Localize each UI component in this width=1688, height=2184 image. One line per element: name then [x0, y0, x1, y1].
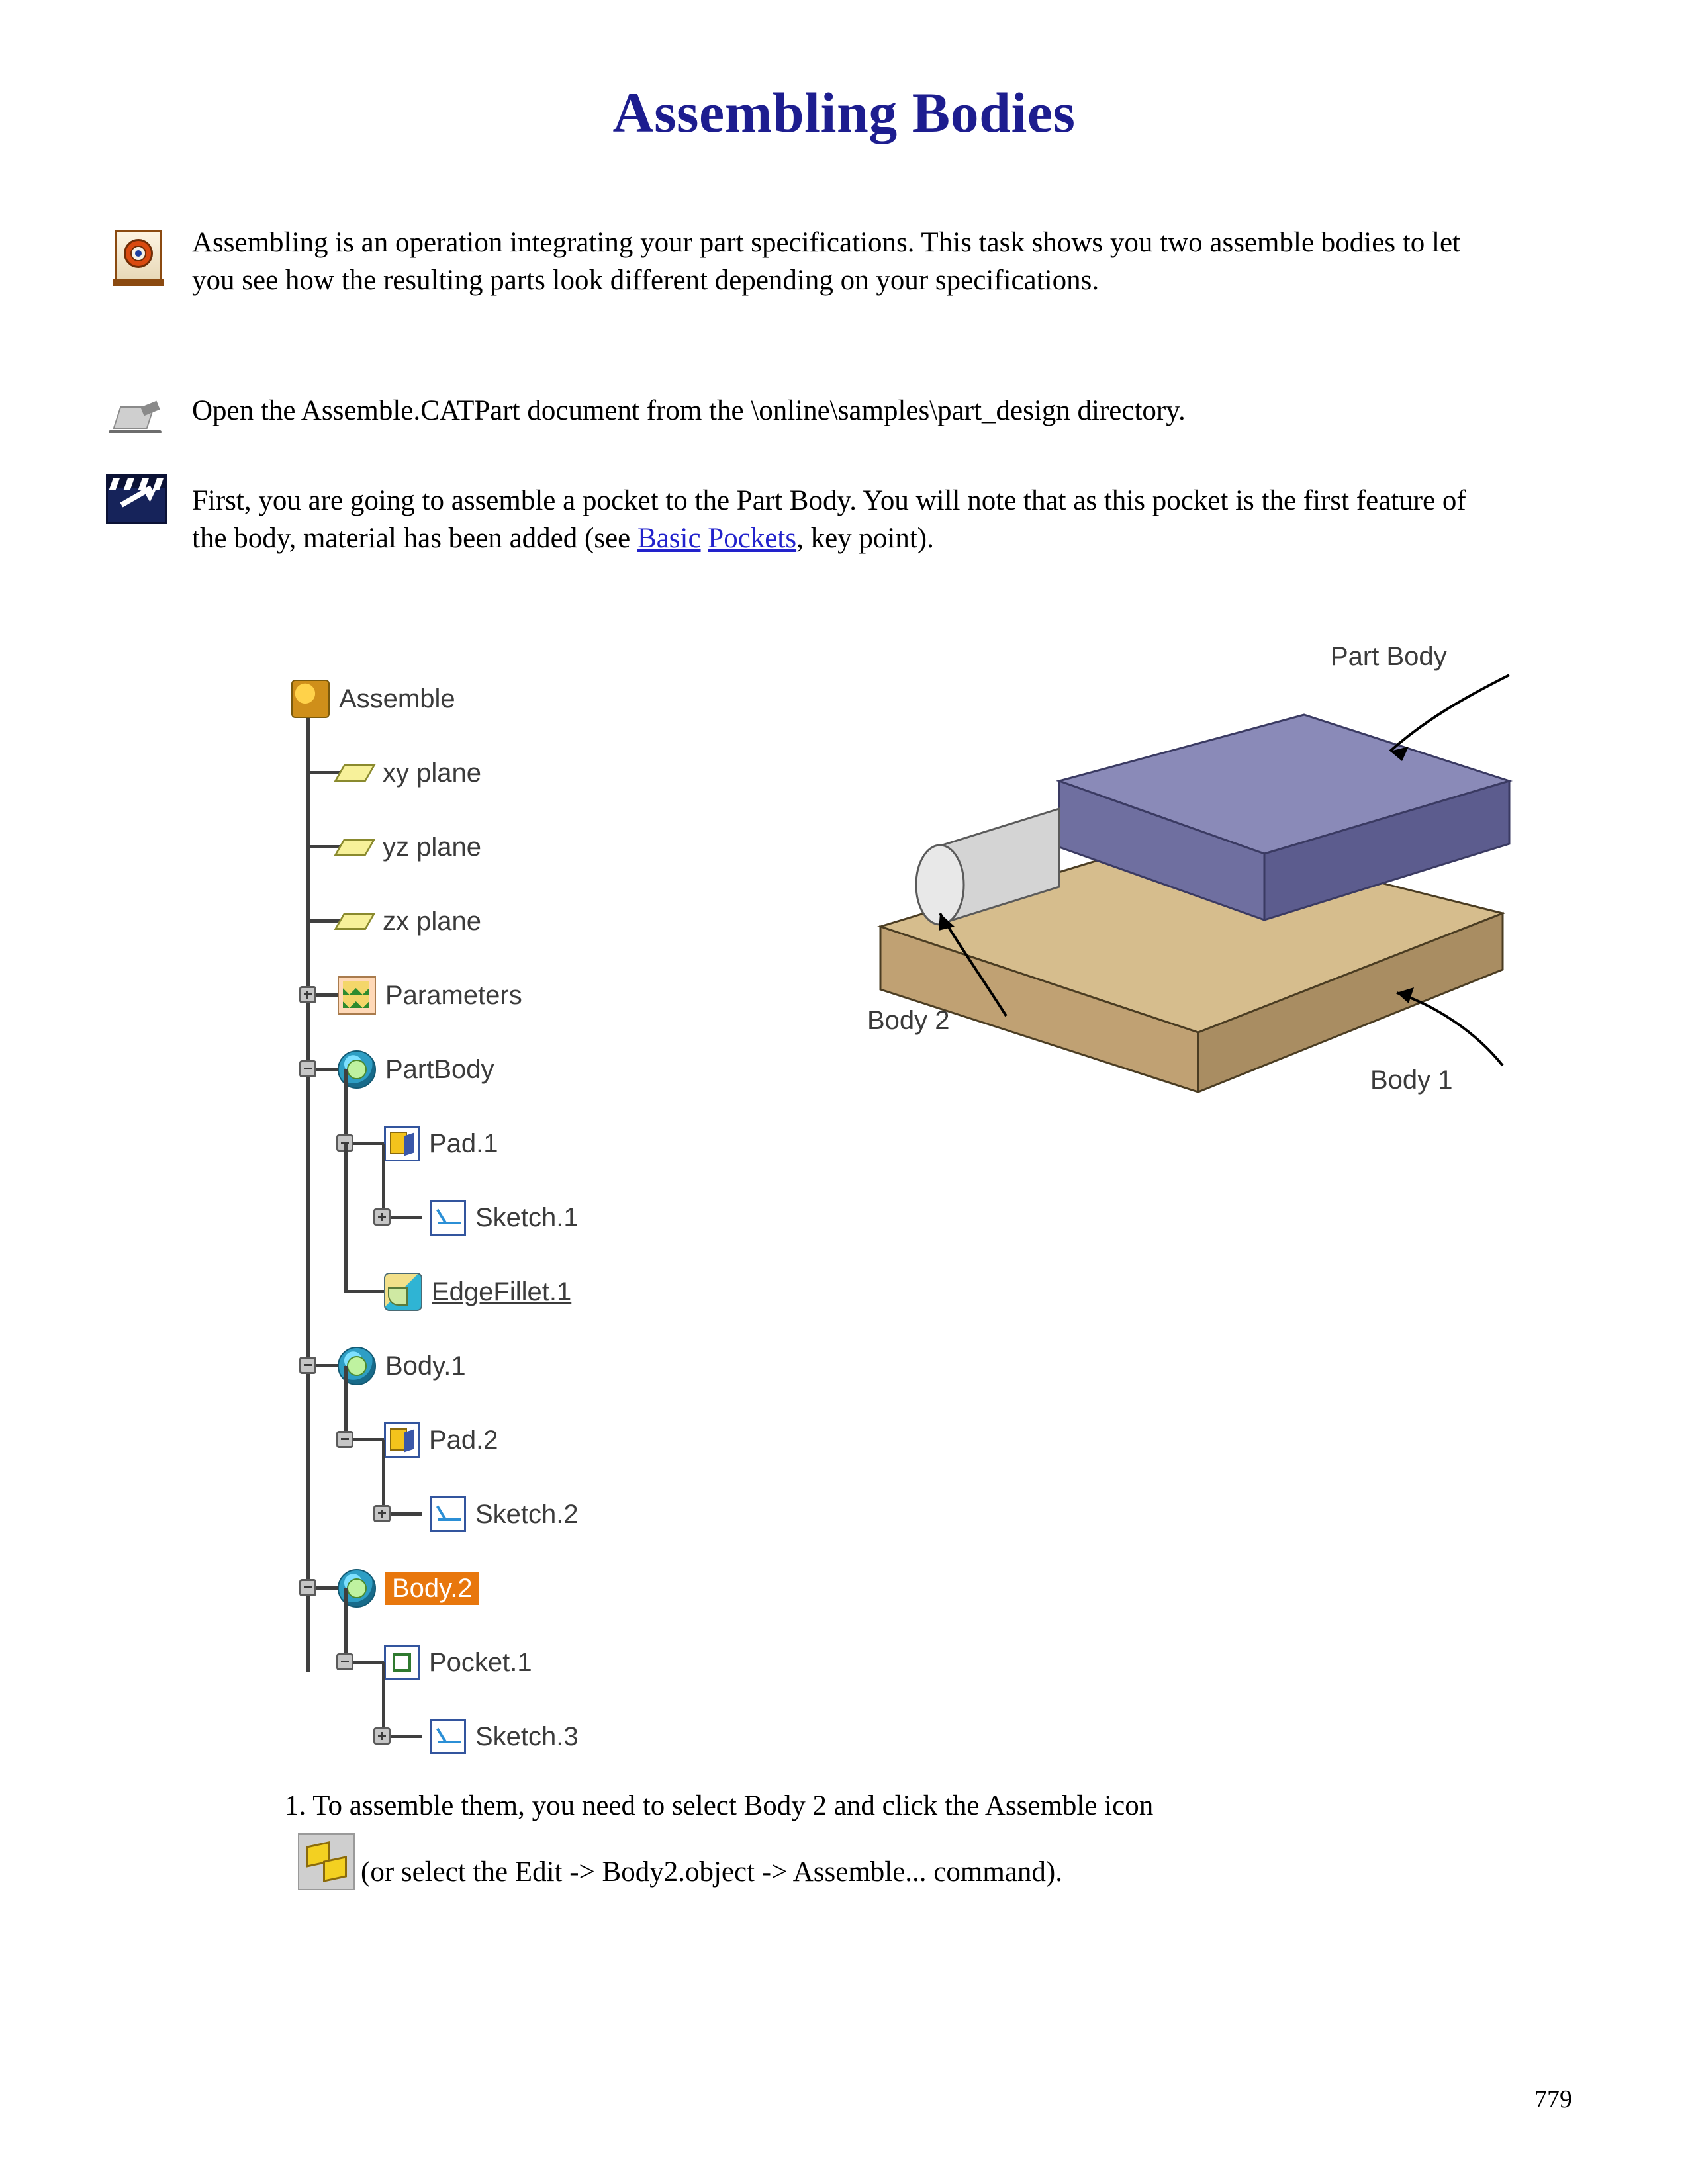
- tree-expander-plus[interactable]: [373, 1727, 391, 1745]
- tree-node-yz-plane[interactable]: [291, 810, 821, 884]
- pad-icon: [384, 1422, 420, 1458]
- tree-expander-plus[interactable]: [373, 1208, 391, 1226]
- page-title: Assembling Bodies: [612, 81, 1076, 144]
- tree-node-edgefillet1[interactable]: [291, 1255, 821, 1329]
- body-icon: [338, 1050, 376, 1089]
- first-step-paragraph: [192, 482, 1470, 557]
- label-body-1: Body 1: [1370, 1066, 1453, 1095]
- body-icon: [338, 1569, 376, 1608]
- tree-node-parameters[interactable]: [291, 958, 821, 1032]
- tree-expander-minus[interactable]: [336, 1653, 353, 1670]
- tree-node-pad2[interactable]: [291, 1403, 821, 1477]
- assembly-illustration: [841, 635, 1622, 1178]
- link-basic[interactable]: Basic: [637, 523, 701, 555]
- tree-node-label: PartBody: [385, 1054, 494, 1084]
- tree-expander-minus[interactable]: [336, 1431, 353, 1448]
- fillet-icon: [384, 1273, 422, 1311]
- tree-node-label: yz plane: [383, 832, 481, 862]
- sketch-icon: [430, 1496, 466, 1532]
- tree-node-label: Pad.1: [429, 1128, 498, 1158]
- sketch-icon: [430, 1200, 466, 1236]
- tree-node-label: Pad.2: [429, 1425, 498, 1455]
- tree-node-sketch2[interactable]: [291, 1477, 821, 1551]
- tree-node-label-selected: Body.2: [385, 1572, 479, 1605]
- link-pockets[interactable]: Pockets: [708, 523, 797, 555]
- tree-node-assemble[interactable]: [291, 662, 821, 736]
- specification-tree: [291, 662, 821, 1774]
- label-body-2: Body 2: [867, 1006, 950, 1035]
- tree-node-pad1[interactable]: [291, 1107, 821, 1181]
- tree-node-label: xy plane: [383, 758, 481, 788]
- part-icon: [291, 680, 330, 718]
- tree-expander-plus[interactable]: [373, 1505, 391, 1522]
- label-part-body: Part Body: [1331, 642, 1447, 671]
- tree-expander-minus[interactable]: [299, 1579, 316, 1596]
- plane-icon: [338, 829, 373, 865]
- tree-expander-minus[interactable]: [299, 1060, 316, 1077]
- tree-node-label: Body.1: [385, 1351, 466, 1381]
- tree-node-label: Sketch.2: [475, 1499, 579, 1529]
- tree-node-label: Pocket.1: [429, 1647, 532, 1677]
- open-document-paragraph: Open the Assemble.CATPart document from the \online\samples\part_design directory.: [192, 395, 1186, 426]
- tree-node-pocket1[interactable]: [291, 1625, 821, 1700]
- step-1-paragraph: 1. To assemble them, you need to select Body 2 and click the Assemble icon: [285, 1790, 1154, 1821]
- tree-node-body1[interactable]: [291, 1329, 821, 1403]
- sketch-icon: [430, 1719, 466, 1754]
- tree-node-label: Sketch.3: [475, 1721, 579, 1751]
- tree-expander-plus[interactable]: [299, 986, 316, 1003]
- intro-paragraph: Assembling is an operation integrating your part specifications. This task shows you two assemble bodies to let you see how the resulting parts look different depending on your specifications.: [192, 227, 1460, 296]
- tree-node-label: zx plane: [383, 906, 481, 936]
- tree-node-label: EdgeFillet.1: [432, 1277, 572, 1306]
- body-icon: [338, 1347, 376, 1385]
- scenario-film-icon: [105, 471, 168, 527]
- step-1-continuation: (or select the Edit -> Body2.object -> Assemble... command).: [361, 1856, 1062, 1888]
- tree-node-sketch1[interactable]: [291, 1181, 821, 1255]
- pad-icon: [384, 1126, 420, 1161]
- page-number: 779: [1534, 2085, 1572, 2113]
- tree-node-partbody[interactable]: [291, 1032, 821, 1107]
- first-step-text-a: First, you are going to assemble a pocket to the Part Body. You will note that as this pocket is the first feature of the body, material has been added (see: [192, 485, 1466, 555]
- tree-node-body2[interactable]: [291, 1551, 821, 1625]
- plane-icon: [338, 755, 373, 791]
- plane-icon: [338, 903, 373, 939]
- assembly-illustration-svg: [841, 635, 1622, 1178]
- tree-node-label: Assemble: [339, 684, 455, 713]
- open-document-icon: [105, 389, 168, 442]
- tree-node-xy-plane[interactable]: [291, 736, 821, 810]
- pocket-icon: [384, 1645, 420, 1680]
- tree-node-zx-plane[interactable]: [291, 884, 821, 958]
- assemble-icon[interactable]: [298, 1833, 355, 1890]
- first-step-text-b: , key point).: [796, 523, 934, 555]
- parameters-icon: [338, 976, 376, 1015]
- tree-expander-minus[interactable]: [299, 1357, 316, 1374]
- tree-node-label: Parameters: [385, 980, 522, 1010]
- tree-node-sketch3[interactable]: [291, 1700, 821, 1774]
- goal-icon: [113, 225, 164, 286]
- tree-node-label: Sketch.1: [475, 1203, 579, 1232]
